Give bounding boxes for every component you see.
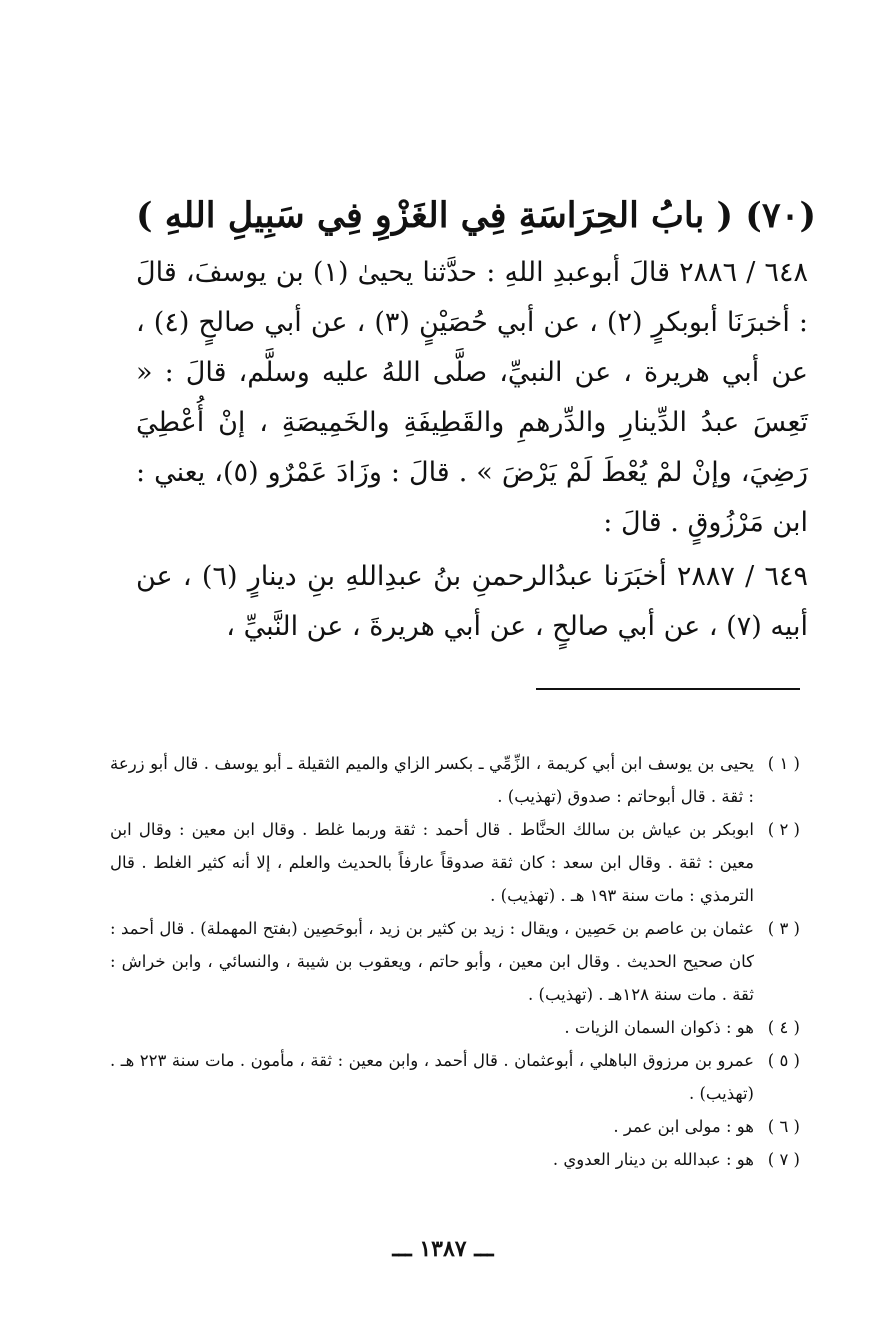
footnote-number: ( ٣ ) [767,919,800,938]
footnote-number: ( ٧ ) [767,1150,800,1169]
hadith-649 [136,552,808,652]
footnote-5 [110,1044,800,1110]
footnote-text: هو : ذكوان السمان الزيات . [564,1018,754,1037]
footnote-number: ( ٦ ) [767,1117,800,1136]
hadith-649-text: ٦٤٩ / ٢٨٨٧ أخبَرَنا عبدُالرحمنِ بنُ عبدِاللهِ بنِ دينارٍ (٦) ، عن أبيه (٧) ، عن أبي صالحٍ ، عن أبي هريرةَ ، عن النَّبيِّ ، [136,561,808,642]
footnote-6 [110,1110,800,1143]
footnote-number: ( ٤ ) [767,1018,800,1037]
footnotes [110,747,800,1176]
footnote-text: هو : مولى ابن عمر . [613,1117,754,1136]
footnote-number: ( ٢ ) [767,820,800,839]
footnote-number: ( ١ ) [767,754,800,773]
footnote-4 [110,1011,800,1044]
hadith-648-text: ٦٤٨ / ٢٨٨٦ قالَ أبوعبدِ اللهِ : حدَّثنا يحيىٰ (١) بن يوسفَ، قالَ : أخبرَنَا أبوبكرٍ (٢) ، عن أبي حُصَيْنٍ (٣) ، عن أبي صالحٍ (٤) ، عن أبي هريرة ، عن النبيِّ، صلَّى اللهُ عليه وسلَّم، قالَ : « تَعِسَ عبدُ الدِّينارِ والدِّرهمِ والقَطِيفَةِ والخَمِيصَةِ ، إنْ أُعْطِيَ رَضِيَ، وإنْ لمْ يُعْطَ لَمْ يَرْضَ » . قالَ : وزَادَ عَمْرٌو (٥)، يعني : ابن مَرْزُوقٍ . قالَ : [136,257,809,538]
footnote-text: ابوبكر بن عياش بن سالك الحنَّاط . قال أحمد : ثقة وربما غلط . وقال ابن معين : وقال ابن معين : ثقة . وقال ابن سعد : كان ثقة صدوقاً عارفاً بالحديث والعلم ، إلا أنه كثير الغلط . قال الترمذي : مات سنة ١٩٣ هـ . (تهذيب) . [110,820,754,905]
footnote-3 [110,912,800,1011]
footnote-2 [110,813,800,912]
chapter-title: (٧٠) ( بابُ الحِرَاسَةِ فِي الغَزْوِ فِي سَبِيلِ اللهِ ) [136,195,816,236]
footnote-text: يحيى بن يوسف ابن أبي كريمة ، الزِّمِّي ـ بكسر الزاي والميم الثقيلة ـ أبو يوسف . قال أبو زرعة : ثقة . قال أبوحاتم : صدوق (تهذيب) . [110,754,754,806]
footnote-text: هو : عبدالله بن دينار العدوي . [552,1150,754,1169]
footnote-text: عمرو بن مرزوق الباهلي ، أبوعثمان . قال أحمد ، وابن معين : ثقة ، مأمون . مات سنة ٢٢٣ هـ . (تهذيب) . [110,1051,754,1103]
footnote-1 [110,747,800,813]
page-number: ـــ ١٣٨٧ ـــ [392,1236,494,1262]
footnote-7 [110,1143,800,1176]
footnote-text: عثمان بن عاصم بن حَصِين ، ويقال : زيد بن كثير بن زيد ، أبوحَصِين (بفتح المهملة) . قال أحمد : كان صحيح الحديث . وقال ابن معين ، وأبو حاتم ، ويعقوب بن شيبة ، والنسائي ، وابن خراش : ثقة . مات سنة ١٢٨هـ . (تهذيب) . [110,919,754,1004]
footnote-divider [536,688,800,690]
footnote-number: ( ٥ ) [767,1051,800,1070]
hadith-648 [136,248,808,548]
